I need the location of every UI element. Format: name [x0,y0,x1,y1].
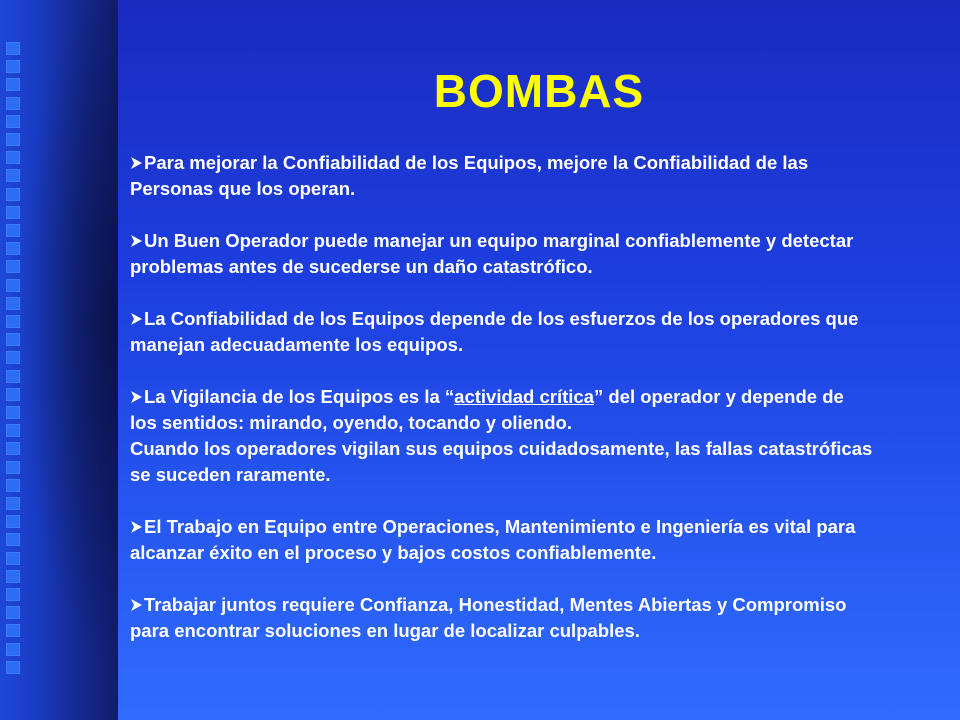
decorative-square [6,78,20,91]
bullet-item [130,150,875,202]
decorative-square [6,533,20,546]
decorative-square [6,260,20,273]
decorative-square [6,661,20,674]
decorative-square [6,97,20,110]
decorative-square [6,497,20,510]
bullet-text-suffix: ” del operador y depende de los sentidos: mirando, oyendo, tocando y oliendo. [130,386,844,433]
decorative-square [6,188,20,201]
bullet-item [130,228,875,280]
bullet-text: El Trabajo en Equipo entre Operaciones, Mantenimiento e Ingeniería es vital para alcanzar éxito en el proceso y bajos costos confiablemente. [130,516,856,563]
arrow-bullet-icon [130,312,143,326]
decorative-square [6,133,20,146]
bullet-continuation: Cuando los operadores vigilan sus equipos cuidadosamente, las fallas catastróficas se suceden raramente. [130,438,873,485]
decorative-square [6,333,20,346]
decorative-square [6,297,20,310]
decorative-square [6,588,20,601]
decorative-square [6,206,20,219]
decorative-square [6,406,20,419]
bullet-item [130,514,875,566]
decorative-square [6,461,20,474]
decorative-square [6,224,20,237]
arrow-bullet-icon [130,520,143,534]
decorative-square [6,115,20,128]
decorative-square [6,370,20,383]
bullet-text: Trabajar juntos requiere Confianza, Honestidad, Mentes Abiertas y Compromiso para encontrar soluciones en lugar de localizar culpables. [130,594,847,641]
bullet-text: Un Buen Operador puede manejar un equipo marginal confiablemente y detectar problemas antes de sucederse un daño catastrófico. [130,230,854,277]
decorative-square [6,442,20,455]
bullet-text: Para mejorar la Confiabilidad de los Equipos, mejore la Confiabilidad de las Personas que los operan. [130,152,809,199]
decorative-square [6,242,20,255]
bullet-text-prefix: La Vigilancia de los Equipos es la “ [144,386,455,407]
decorative-square [6,515,20,528]
arrow-bullet-icon [130,156,143,170]
arrow-bullet-icon [130,598,143,612]
bullet-text: La Confiabilidad de los Equipos depende de los esfuerzos de los operadores que manejan adecuadamente los equipos. [130,308,859,355]
arrow-bullet-icon [130,234,143,248]
bullet-item [130,306,875,358]
decorative-square [6,552,20,565]
arrow-bullet-icon [130,390,143,404]
decorative-square [6,643,20,656]
decorative-square [6,279,20,292]
decorative-square [6,624,20,637]
decorative-square [6,479,20,492]
decorative-square [6,60,20,73]
decorative-square [6,315,20,328]
decorative-square [6,351,20,364]
slide-body [130,150,875,670]
decorative-square [6,388,20,401]
bullet-item [130,384,875,488]
decorative-square [6,42,20,55]
emphasis-critical-activity: actividad crítica [454,386,594,407]
decorative-squares-column [6,42,22,682]
decorative-square [6,606,20,619]
slide-title: BOMBAS [433,65,645,117]
decorative-square [6,151,20,164]
bullet-item [130,592,875,644]
decorative-square [6,424,20,437]
decorative-square [6,169,20,182]
decorative-square [6,570,20,583]
